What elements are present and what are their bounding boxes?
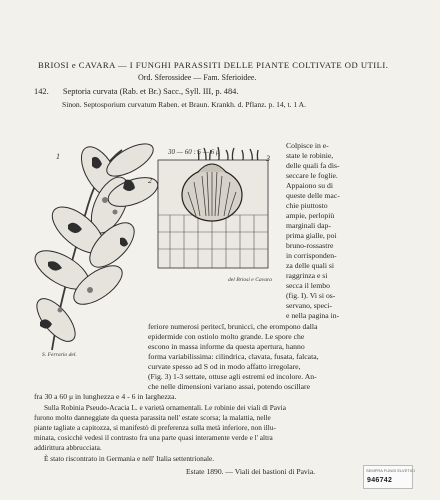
publication-header: BRIOSI e CAVARA — I FUNGHI PARASSITI DELLE PIANTE COLTIVATE OD UTILI. xyxy=(38,60,389,70)
text-line: secca il lembo xyxy=(286,281,330,290)
taxonomic-order: Ord. Sferossidee — Fam. Sferioidee. xyxy=(138,73,257,82)
text-line: che nelle dimensioni variano assai, potendo oscillare xyxy=(148,382,311,391)
text-line: in corrisponden- xyxy=(286,251,337,260)
text-line: fra 30 a 60 μ in lunghezza e 4 - 6 in larghezza. xyxy=(34,392,177,401)
specimen-number: 142. xyxy=(34,87,49,96)
text-line: raggrinza e si xyxy=(286,271,328,280)
fig-label-2: 2 xyxy=(148,176,152,185)
text-line: È stato riscontrato in Germania e nell' Italia settentrionale. xyxy=(44,454,215,463)
stamp-caption: SEMPRA FUNGI ELVETICI xyxy=(366,468,415,473)
barcode-stamp xyxy=(363,465,413,489)
illustrator-credit-left: S. Ferrario del. xyxy=(42,352,77,358)
text-line: seccare le foglie. xyxy=(286,171,338,180)
text-line: Appaiono su di xyxy=(286,181,333,190)
text-line: e nella pagina in- xyxy=(286,311,340,320)
text-line: chie piuttosto xyxy=(286,201,328,210)
specimen-id: 946742 xyxy=(367,477,393,484)
text-line: furono molto danneggiate da questa parassita nell' estate scorsa; la malattia, nelle xyxy=(34,413,271,422)
text-line: marginali dap- xyxy=(286,221,331,230)
text-line: prima gialle, poi xyxy=(286,231,337,240)
fig-label-1: 1 xyxy=(56,152,60,161)
text-line: servano, speci- xyxy=(286,301,333,310)
synonym-line: Sinon. Septosporium curvatum Raben. et Braun. Krankh. d. Pflanz. p. 14, t. 1 A. xyxy=(62,100,307,109)
text-line: ampie, perlopiù xyxy=(286,211,335,220)
illustrator-credit-right: del Briosi e Cavara xyxy=(228,277,272,283)
spore-measurement: 30 — 60 : 5 — 6 μ xyxy=(168,148,220,156)
text-line: piante tagliate a capitozza, si manifestò di preferenza sulla metà inferiore, non illu- xyxy=(34,423,276,432)
text-line: forma variabilissima: cilindrica, clavata, fusata, falcata, xyxy=(148,352,319,361)
text-line: bruno-rossastre xyxy=(286,241,334,250)
text-line: (fig. I). Vi si os- xyxy=(286,291,336,300)
text-line: feriore numerosi peritecî, brunicci, che erompono dalla xyxy=(148,322,318,331)
text-line: queste delle mac- xyxy=(286,191,340,200)
text-line: state le robinie, xyxy=(286,151,334,160)
text-line: za delle quali si xyxy=(286,261,335,270)
text-line: escono in massa informe da questa apertura, hanno xyxy=(148,342,305,351)
collection-date-location: Estate 1890. — Viali dei bastioni di Pavia. xyxy=(186,467,316,476)
text-line: (Fig. 3) 1-3 settate, ottuse agli estremi ed incolore. An- xyxy=(148,372,317,381)
text-line: curvate spesso ad S od in modo affatto irregolare, xyxy=(148,362,301,371)
species-name: Septoria curvata (Rab. et Br.) Sacc., Syll. III, p. 484. xyxy=(62,87,239,96)
fig-label-3: 3 xyxy=(266,154,270,163)
text-line: Colpisce in e- xyxy=(286,141,329,150)
text-line: epidermide con ostiolo molto grande. Le spore che xyxy=(148,332,305,341)
text-line: Sulla Robinia Pseudo-Acacia L. e varietà ornamentali. Le robinie dei viali di Pavia xyxy=(44,403,286,412)
text-line: addirittura abbrucciata. xyxy=(34,443,102,452)
text-line: delle quali fa dis- xyxy=(286,161,340,170)
text-line: minata, cosicchè vedesi il contrasto fra una parte quasi interamente verde e l' altra xyxy=(34,433,273,442)
